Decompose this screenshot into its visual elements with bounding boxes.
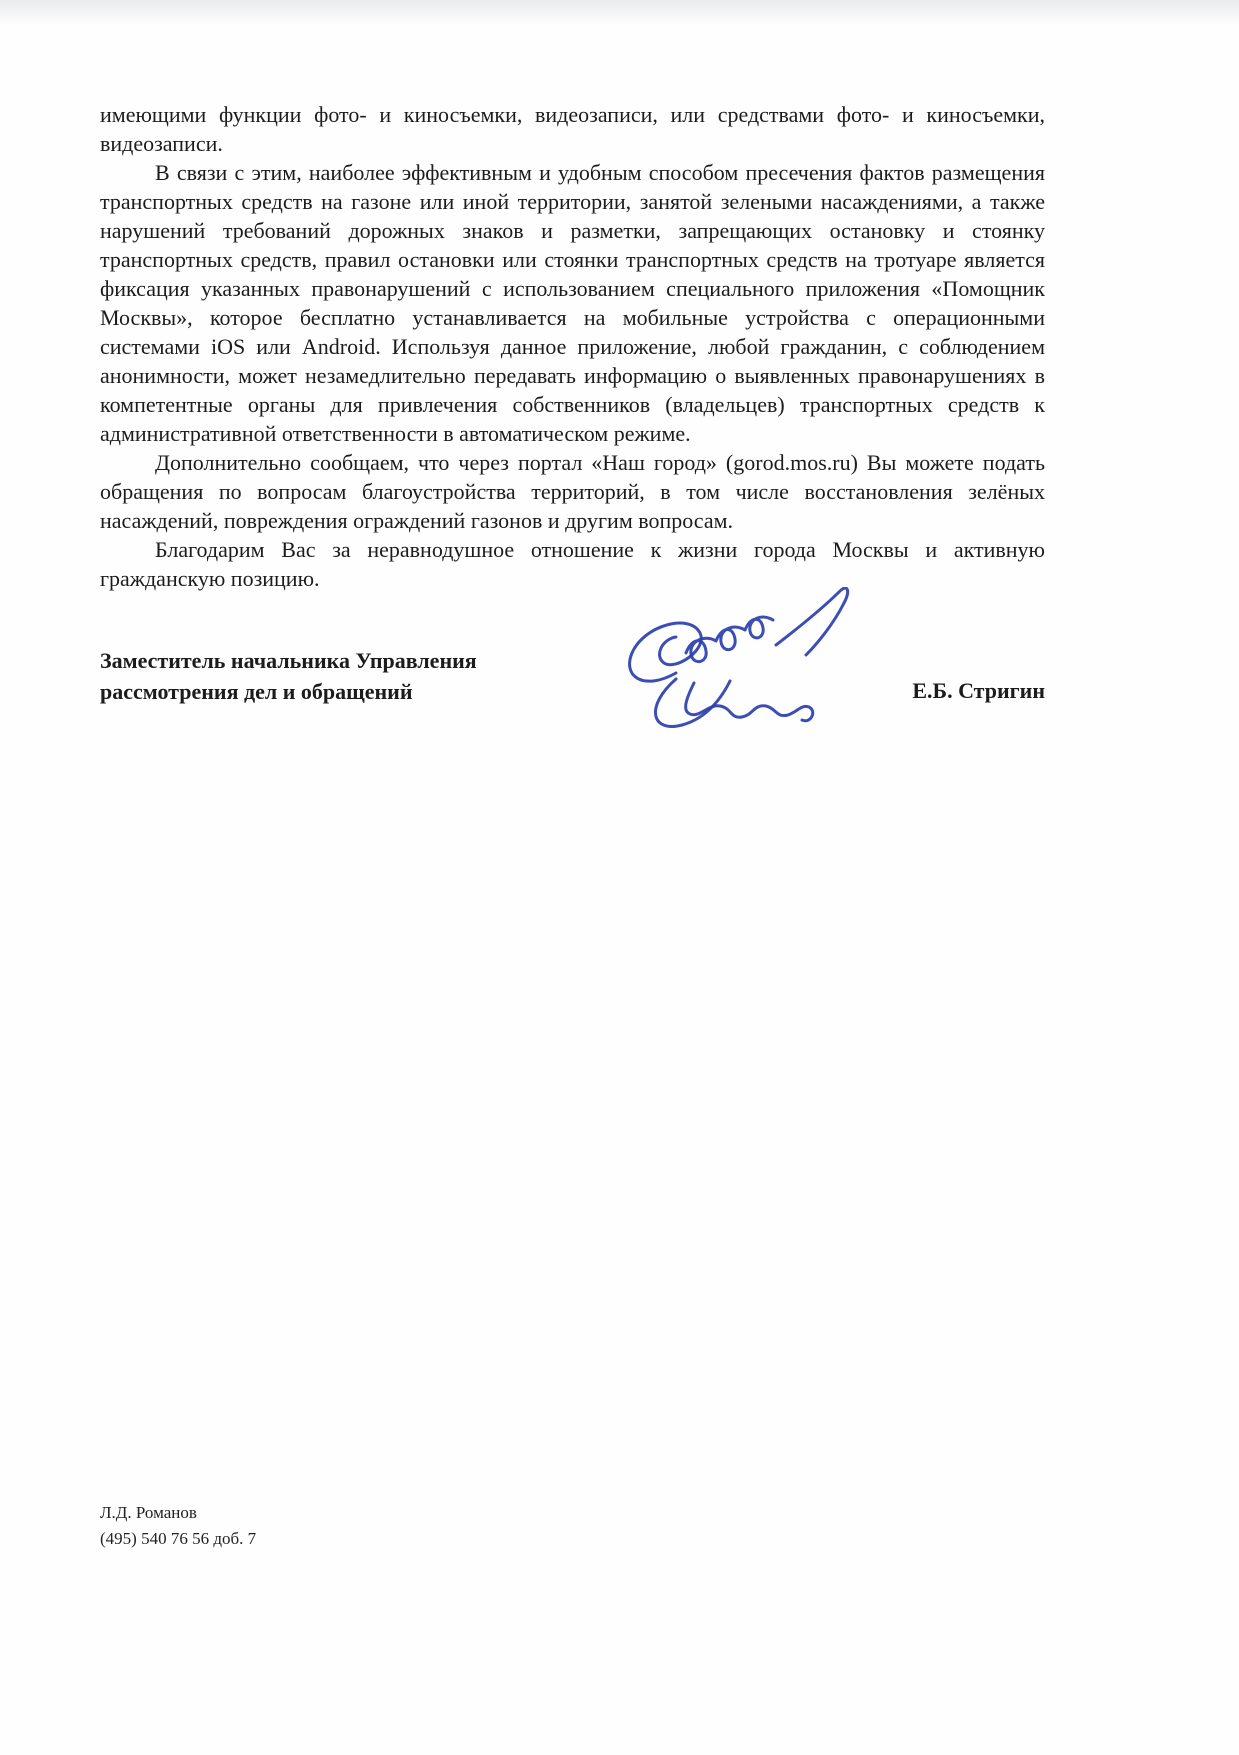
signatory-title-line2: рассмотрения дел и обращений	[100, 679, 413, 704]
signatory-title	[100, 645, 620, 707]
paragraph: Дополнительно сообщаем, что через портал «Наш город» (gorod.mos.ru) Вы можете подать обращения по вопросам благоустройства территорий, в том числе восстановления зелёных насаждений, повреждения ограждений газонов и другим вопросам.	[100, 450, 1045, 533]
signatory-name: Е.Б. Стригин	[912, 678, 1045, 703]
footer-contact-phone: (495) 540 76 56 доб. 7	[100, 1529, 257, 1548]
footer-contact	[100, 1500, 256, 1552]
document-body	[100, 100, 1045, 707]
signature-block	[100, 645, 1045, 707]
footer-contact-name: Л.Д. Романов	[100, 1503, 197, 1522]
signature-image	[610, 587, 870, 737]
paragraph: Благодарим Вас за неравнодушное отношение к жизни города Москвы и активную гражданскую позицию.	[100, 537, 1045, 591]
signatory-title-line1: Заместитель начальника Управления	[100, 648, 477, 673]
paragraph: имеющими функции фото- и киносъемки, видеозаписи, или средствами фото- и киносъемки, видеозаписи.	[100, 102, 1045, 156]
paragraph: В связи с этим, наиболее эффективным и удобным способом пресечения фактов размещения транспортных средств на газоне или иной территории, занятой зелеными насаждениями, а также нарушений требований дорожных знаков и разметки, запрещающих остановку и стоянку транспортных средств, правил остановки или стоянки транспортных средств на тротуаре является фиксация указанных правонарушений с использованием специального приложения «Помощник Москвы», которое бесплатно устанавливается на мобильные устройства с операционными системами iOS или Android. Используя данное приложение, любой гражданин, с соблюдением анонимности, может незамедлительно передавать информацию о выявленных правонарушениях в компетентные органы для привлечения собственников (владельцев) транспортных средств к административной ответственности в автоматическом режиме.	[100, 160, 1045, 446]
scan-artifact	[0, 0, 1239, 26]
